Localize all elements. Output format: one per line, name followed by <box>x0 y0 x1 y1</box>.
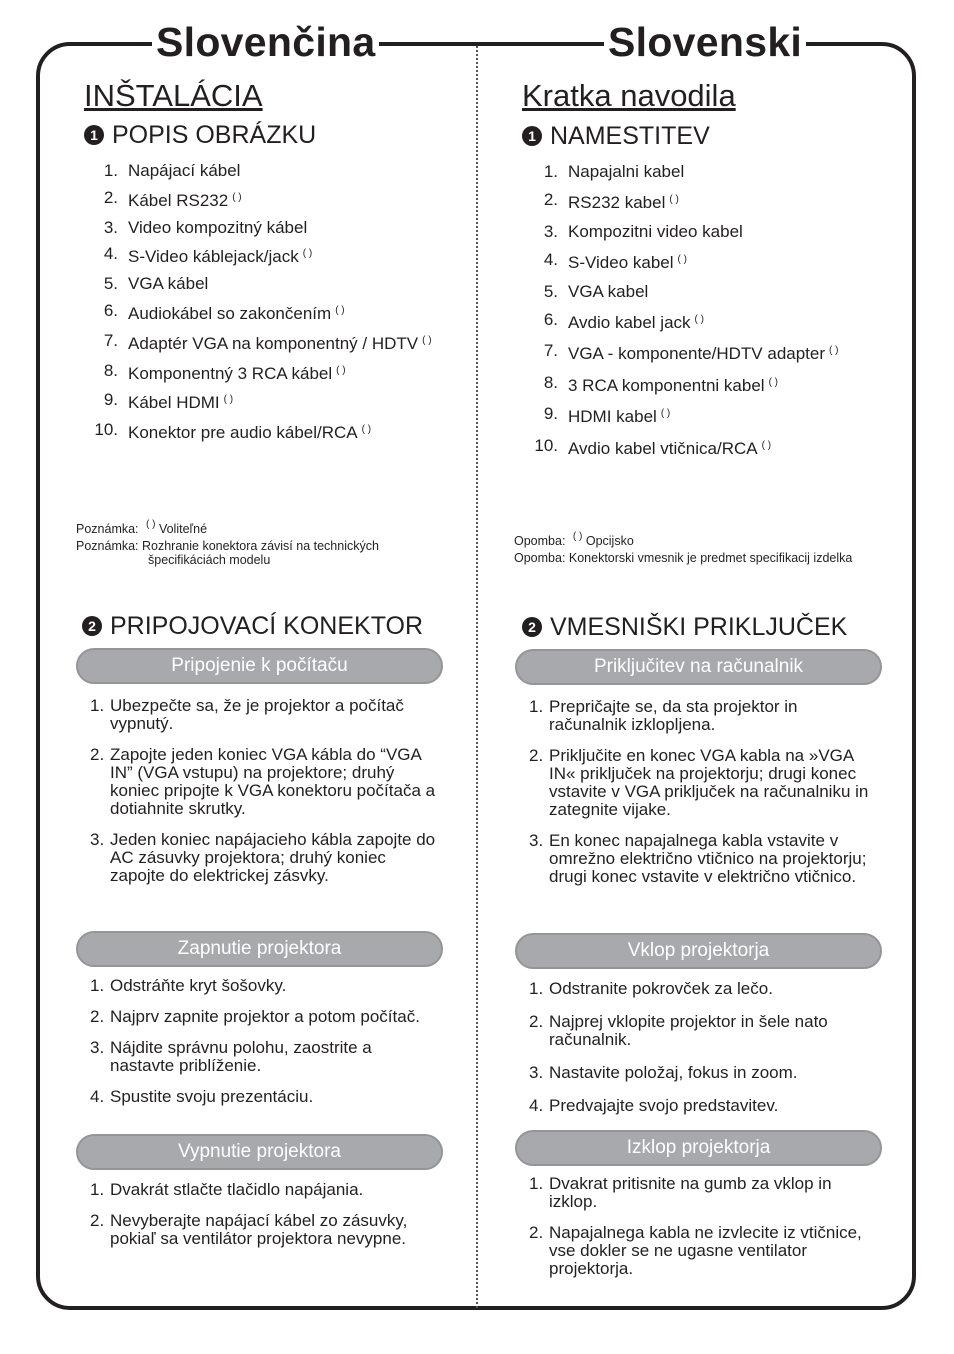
step-number: 2. <box>90 1007 105 1026</box>
pill-power-off-slovak: Vypnutie projektora <box>76 1134 443 1170</box>
step-number: 2. <box>90 1211 105 1230</box>
parts-list-item <box>532 218 838 246</box>
item-label: Avdio kabel jack <box>568 313 691 333</box>
optional-marker: ( ) <box>660 408 671 420</box>
step-item <box>90 697 440 733</box>
pill-power-on-slovenian: Vklop projektorja <box>515 933 882 969</box>
item-number: 8. <box>103 360 118 380</box>
optional-marker: ( ) <box>146 519 156 530</box>
optional-marker: ( ) <box>422 334 432 346</box>
step-number: 4. <box>529 1096 544 1115</box>
step-item <box>90 1039 440 1075</box>
pill-power-off-slovenian: Izklop projektorja <box>515 1130 882 1166</box>
parts-list-item <box>532 246 838 277</box>
item-number: 10. <box>534 435 558 455</box>
parts-list-slovenian <box>532 158 838 463</box>
pill-connect-computer-slovenian: Priključitev na računalnik <box>515 649 882 685</box>
step-number: 2. <box>529 1012 544 1031</box>
item-label: VGA - komponente/HDTV adapter <box>568 344 826 364</box>
pill-connect-computer-slovak: Pripojenie k počítaču <box>76 648 443 684</box>
language-title-slovenian: Slovenski <box>604 18 806 66</box>
note-connector-slovenian: Opomba: Konektorski vmesnik je predmet specifikacij izdelka <box>514 551 853 565</box>
item-number: 7. <box>543 341 558 361</box>
step-text: Odstráňte kryt šošovky. <box>110 976 287 995</box>
steps-power-off-slovak <box>90 1181 440 1261</box>
step-number: 1. <box>529 697 544 716</box>
item-number: 4. <box>543 250 558 270</box>
optional-marker: ( ) <box>768 376 779 388</box>
steps-power-on-slovenian <box>529 980 879 1130</box>
step-number: 3. <box>529 831 544 850</box>
step-number: 2. <box>90 745 105 764</box>
heading-connector-slovak <box>82 611 423 641</box>
item-label: Kábel RS232 <box>128 190 229 210</box>
step-item <box>529 1224 879 1278</box>
note-prefix: Opomba: <box>514 534 566 548</box>
item-label: Kompozitni video kabel <box>568 221 743 241</box>
step-text: Dvakrát stlačte tlačidlo napájania. <box>110 1180 364 1199</box>
item-number: 8. <box>543 372 558 392</box>
note-line: špecifikáciách modelu <box>148 553 271 567</box>
step-item <box>529 747 879 819</box>
item-label: VGA kábel <box>128 274 209 294</box>
step-item <box>529 1097 879 1115</box>
note-prefix: Poznámka: <box>76 522 139 536</box>
heading-number-badge: 2 <box>82 616 102 636</box>
note-optional-slovenian <box>514 530 634 548</box>
optional-marker: ( ) <box>761 439 772 451</box>
step-number: 1. <box>529 1174 544 1193</box>
optional-marker: ( ) <box>677 254 687 266</box>
step-item <box>90 1088 440 1106</box>
step-number: 1. <box>90 976 105 995</box>
pill-power-on-slovak: Zapnutie projektora <box>76 931 443 967</box>
parts-list-item <box>532 278 838 306</box>
step-text: En konec napajalnega kabla vstavite v omrežno električno vtičnico na projektorju; drugi konec vstavite v električno vtičnico. <box>549 831 867 886</box>
heading-parts-slovak <box>84 120 316 150</box>
optional-marker: ( ) <box>302 248 313 260</box>
step-text: Nevyberajte napájací kábel zo zásuvky, pokiaľ sa ventilátor projektora nevypne. <box>110 1211 408 1248</box>
item-number: 2. <box>543 190 558 210</box>
item-number: 3. <box>543 221 558 241</box>
parts-list-item <box>92 417 432 447</box>
item-label: S-Video kabel <box>568 253 674 273</box>
step-text: Nastavite položaj, fokus in zoom. <box>549 1063 798 1082</box>
step-item <box>529 1013 879 1049</box>
steps-connect-slovenian <box>529 698 879 899</box>
item-label: HDMI kabel <box>568 407 657 427</box>
step-item <box>90 831 440 885</box>
heading-number-badge: 1 <box>522 126 542 146</box>
item-label: 3 RCA komponentni kabel <box>568 375 765 395</box>
parts-list-item <box>532 337 838 368</box>
optional-marker: ( ) <box>572 531 583 542</box>
optional-marker: ( ) <box>223 394 234 406</box>
step-number: 1. <box>529 979 544 998</box>
heading-label: VMESNIŠKI PRIKLJUČEK <box>550 613 848 641</box>
parts-list-item <box>92 271 432 298</box>
step-number: 1. <box>90 1180 105 1199</box>
parts-list-item <box>92 158 432 185</box>
item-number: 1. <box>103 161 118 180</box>
item-number: 9. <box>543 404 558 424</box>
parts-list-item <box>92 387 432 417</box>
note-text: Opcijsko <box>585 534 634 548</box>
step-text: Nájdite správnu polohu, zaostrite a nastavte priblíženie. <box>110 1038 372 1075</box>
parts-list-item <box>532 186 838 217</box>
parts-list-item <box>92 215 432 242</box>
item-label: Avdio kabel vtičnica/RCA <box>568 438 758 458</box>
section-title-slovenian: Kratka navodila <box>522 78 736 113</box>
item-number: 5. <box>543 281 558 301</box>
step-item <box>529 980 879 998</box>
section-title-slovak: INŠTALÁCIA <box>84 78 263 113</box>
column-divider <box>476 46 478 1308</box>
heading-number-badge: 2 <box>522 617 542 637</box>
optional-marker: ( ) <box>669 194 679 206</box>
step-item <box>529 1064 879 1082</box>
step-text: Jeden koniec napájacieho kábla zapojte do AC zásuvky projektora; druhý koniec zapojte do elektrickej zásvky. <box>110 830 436 885</box>
item-label: S-Video káblejack/jack <box>128 247 299 267</box>
steps-connect-slovak <box>90 697 440 898</box>
item-label: Komponentný 3 RCA kábel <box>128 363 333 383</box>
step-text: Odstranite pokrovček za lečo. <box>549 979 773 998</box>
parts-list-item <box>532 306 838 337</box>
step-text: Najprv zapnite projektor a potom počítač. <box>110 1007 420 1026</box>
note-optional-slovak <box>76 518 207 536</box>
item-number: 6. <box>103 300 118 320</box>
item-label: VGA kabel <box>568 281 649 301</box>
step-number: 3. <box>90 830 105 849</box>
step-text: Najprej vklopite projektor in šele nato računalnik. <box>549 1012 828 1049</box>
step-text: Napajalnega kabla ne izvlecite iz vtičnice, vse dokler se ne ugasne ventilator projektorja. <box>549 1223 862 1278</box>
item-label: Adaptér VGA na komponentný / HDTV <box>128 333 419 353</box>
heading-number-badge: 1 <box>84 125 104 145</box>
steps-power-off-slovenian <box>529 1175 879 1291</box>
parts-list-item <box>532 369 838 400</box>
item-number: 4. <box>103 244 118 264</box>
item-label: Napájací kábel <box>128 161 241 180</box>
optional-marker: ( ) <box>335 304 345 316</box>
parts-list-item <box>92 185 432 215</box>
step-item <box>529 832 879 886</box>
item-label: RS232 kabel <box>568 193 666 213</box>
parts-list-item <box>92 241 432 271</box>
item-number: 6. <box>543 310 558 330</box>
step-text: Spustite svoju prezentáciu. <box>110 1087 314 1106</box>
parts-list-item <box>532 400 838 431</box>
item-number: 5. <box>103 274 118 294</box>
heading-parts-slovenian <box>522 121 710 151</box>
step-item <box>90 977 440 995</box>
parts-list-item <box>532 158 838 186</box>
optional-marker: ( ) <box>829 345 839 357</box>
heading-label: POPIS OBRÁZKU <box>112 121 317 149</box>
step-text: Ubezpečte sa, že je projektor a počítač vypnutý. <box>110 696 404 733</box>
optional-marker: ( ) <box>361 424 372 436</box>
step-number: 4. <box>90 1087 105 1106</box>
optional-marker: ( ) <box>232 191 242 203</box>
heading-connector-slovenian <box>522 612 847 642</box>
step-item <box>529 1175 879 1211</box>
parts-list-item <box>92 298 432 328</box>
step-text: Prepričajte se, da sta projektor in računalnik izklopljena. <box>549 697 798 734</box>
language-title-slovak: Slovenčina <box>152 18 379 66</box>
note-text: Voliteľné <box>158 522 208 536</box>
item-number: 3. <box>103 217 118 237</box>
step-text: Priključite en konec VGA kabla na »VGA IN« priključek na projektorju; drugi konec vstavite v VGA priključek na računalniku in zategnite vijake. <box>549 746 869 819</box>
item-label: Kábel HDMI <box>128 393 220 413</box>
step-item <box>90 746 440 818</box>
step-number: 3. <box>90 1038 105 1057</box>
item-label: Konektor pre audio kábel/RCA <box>128 423 358 443</box>
step-item <box>529 698 879 734</box>
parts-list-item <box>532 432 838 463</box>
step-item <box>90 1181 440 1199</box>
item-label: Napajalni kabel <box>568 162 685 181</box>
optional-marker: ( ) <box>694 314 704 326</box>
item-label: Video kompozitný kábel <box>128 217 308 237</box>
heading-label: PRIPOJOVACÍ KONEKTOR <box>110 612 424 640</box>
step-number: 1. <box>90 696 105 715</box>
parts-list-item <box>92 328 432 358</box>
step-number: 2. <box>529 746 544 765</box>
step-item <box>90 1008 440 1026</box>
step-text: Predvajajte svojo predstavitev. <box>549 1096 779 1115</box>
note-line: Poznámka: Rozhranie konektora závisí na technických <box>76 539 379 553</box>
parts-list-slovak <box>92 158 432 447</box>
item-number: 9. <box>103 390 118 410</box>
step-text: Dvakrat pritisnite na gumb za vklop in izklop. <box>549 1174 832 1211</box>
parts-list-item <box>92 358 432 388</box>
item-label: Audiokábel so zakončením <box>128 303 332 323</box>
item-number: 7. <box>103 330 118 350</box>
step-number: 3. <box>529 1063 544 1082</box>
item-number: 2. <box>103 187 118 207</box>
step-item <box>90 1212 440 1248</box>
step-text: Zapojte jeden koniec VGA kábla do “VGA IN” (VGA vstupu) na projektore; druhý koniec pripojte k VGA konektoru počítača a dotiahnite skrutky. <box>110 745 436 818</box>
item-number: 1. <box>543 162 558 181</box>
note-connector-slovak <box>76 539 379 567</box>
heading-label: NAMESTITEV <box>550 122 710 150</box>
item-number: 10. <box>94 420 118 440</box>
optional-marker: ( ) <box>336 364 346 376</box>
steps-power-on-slovak <box>90 977 440 1119</box>
step-number: 2. <box>529 1223 544 1242</box>
